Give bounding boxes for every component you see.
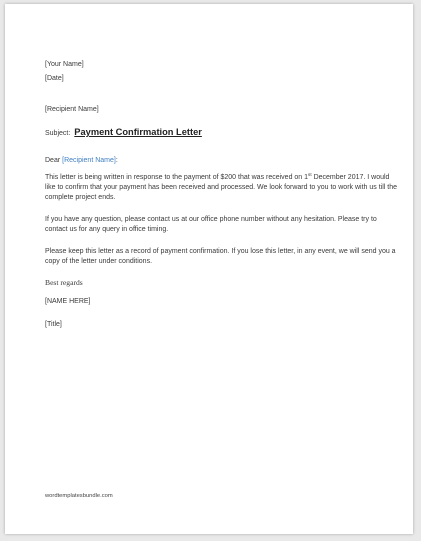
salutation-colon: : bbox=[115, 157, 118, 164]
signature-name: [NAME HERE] bbox=[45, 298, 91, 305]
ordinal-suffix: st bbox=[308, 172, 312, 177]
salutation-recipient-placeholder: [Recipient Name] bbox=[62, 157, 116, 164]
body-paragraph-2: If you have any question, please contact us at our office phone number without any hesitation. Please try to contact us for any query in office timing. bbox=[45, 216, 377, 233]
subject-title: Payment Confirmation Letter bbox=[74, 127, 202, 137]
paragraph-1-text-a: This letter is being written in response to the payment of $200 that was received on 1 bbox=[45, 174, 309, 181]
signature-title: [Title] bbox=[45, 321, 62, 328]
footer-source: wordtemplatesbundle.com bbox=[45, 493, 113, 499]
closing: Best regards bbox=[45, 278, 83, 287]
subject-label: Subject: bbox=[45, 130, 71, 137]
salutation-prefix: Dear bbox=[45, 157, 61, 164]
body-paragraph-3: Please keep this letter as a record of payment confirmation. If you lose this letter, in any event, we will send you a copy of the letter under conditions. bbox=[45, 248, 396, 265]
recipient-name: [Recipient Name] bbox=[45, 106, 99, 113]
paragraph-1-text-b: December 2017. I would like to confirm that your payment has been received and processed. We look forward to you to work with us till the complete project ends. bbox=[45, 174, 397, 201]
salutation bbox=[45, 156, 118, 165]
body-paragraph-1 bbox=[45, 173, 397, 203]
letter-date: [Date] bbox=[45, 75, 64, 82]
document-page bbox=[5, 4, 413, 534]
sender-name: [Your Name] bbox=[45, 61, 84, 68]
subject-line bbox=[45, 128, 202, 138]
